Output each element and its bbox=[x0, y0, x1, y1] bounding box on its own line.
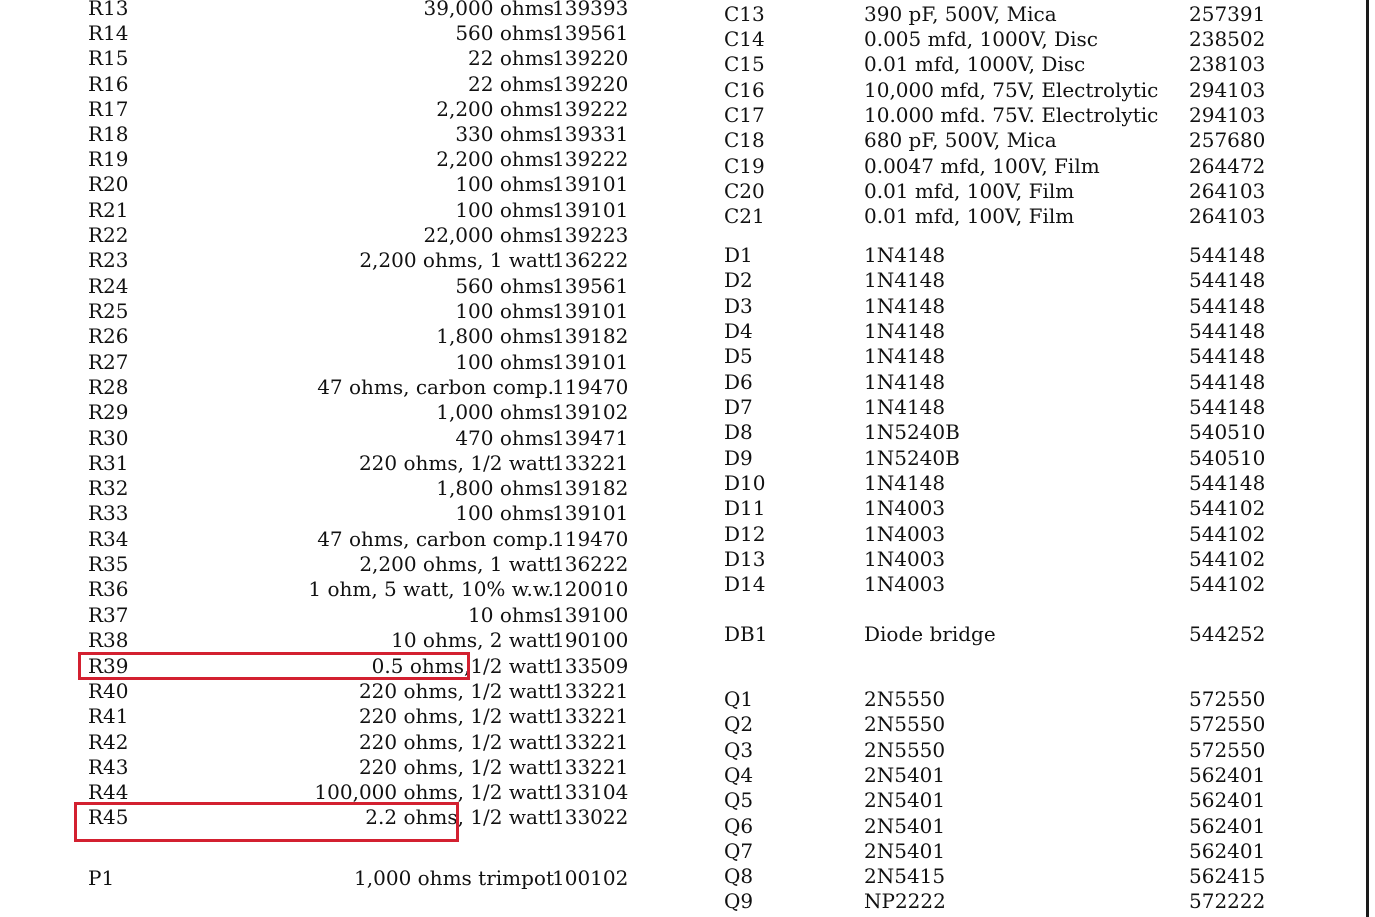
part-number: 562401 bbox=[1189, 814, 1266, 838]
part-number: 139220 bbox=[552, 46, 629, 70]
part-description: 220 ohms, 1/2 watt bbox=[358, 679, 554, 703]
part-number: 133509 bbox=[552, 654, 629, 678]
part-description: Diode bridge bbox=[864, 622, 996, 646]
part-number: 544148 bbox=[1189, 370, 1266, 394]
part-number: 562401 bbox=[1189, 763, 1266, 787]
part-number: 139222 bbox=[552, 97, 629, 121]
part-ref: R45 bbox=[88, 805, 129, 829]
part-ref: R36 bbox=[88, 577, 129, 601]
part-ref: R23 bbox=[88, 248, 129, 272]
part-ref: P1 bbox=[88, 866, 115, 890]
part-ref: C18 bbox=[724, 128, 765, 152]
part-ref: R19 bbox=[88, 147, 129, 171]
part-ref: R14 bbox=[88, 21, 129, 45]
part-ref: R39 bbox=[88, 654, 129, 678]
part-description: 1N4003 bbox=[864, 522, 946, 546]
part-number: 133221 bbox=[552, 755, 629, 779]
part-ref: R17 bbox=[88, 97, 129, 121]
part-number: 264472 bbox=[1189, 154, 1266, 178]
part-description: 47 ohms, carbon comp. bbox=[317, 375, 554, 399]
part-description: 1N4003 bbox=[864, 547, 946, 571]
part-description: 560 ohms bbox=[455, 274, 554, 298]
part-description: 1N4148 bbox=[864, 268, 946, 292]
part-number: 139223 bbox=[552, 223, 629, 247]
part-description: 0.01 mfd, 100V, Film bbox=[864, 179, 1075, 203]
part-ref: R24 bbox=[88, 274, 129, 298]
part-number: 139101 bbox=[552, 299, 629, 323]
part-ref: R20 bbox=[88, 172, 129, 196]
part-description: 390 pF, 500V, Mica bbox=[864, 2, 1057, 26]
part-ref: Q1 bbox=[724, 687, 754, 711]
part-description: 1,800 ohms bbox=[436, 324, 554, 348]
part-ref: R34 bbox=[88, 527, 129, 551]
part-ref: D11 bbox=[724, 496, 766, 520]
part-description: 22 ohms bbox=[468, 46, 554, 70]
part-number: 544252 bbox=[1189, 622, 1266, 646]
part-ref: C14 bbox=[724, 27, 765, 51]
part-description: 1N4003 bbox=[864, 572, 946, 596]
part-number: 257391 bbox=[1189, 2, 1266, 26]
part-description: 1N4148 bbox=[864, 471, 946, 495]
part-ref: R38 bbox=[88, 628, 129, 652]
part-description: 2N5550 bbox=[864, 712, 946, 736]
part-ref: R43 bbox=[88, 755, 129, 779]
part-number: 133104 bbox=[552, 780, 629, 804]
part-number: 139471 bbox=[552, 426, 629, 450]
part-ref: R35 bbox=[88, 552, 129, 576]
part-description: 10.000 mfd. 75V. Electrolytic bbox=[864, 103, 1159, 127]
part-number: 544148 bbox=[1189, 294, 1266, 318]
part-description: 1N5240B bbox=[864, 446, 960, 470]
part-ref: R22 bbox=[88, 223, 129, 247]
part-description: 2N5401 bbox=[864, 814, 946, 838]
part-number: 257680 bbox=[1189, 128, 1266, 152]
part-ref: R32 bbox=[88, 476, 129, 500]
part-number: 264103 bbox=[1189, 179, 1266, 203]
part-description: 2N5401 bbox=[864, 763, 946, 787]
part-description: 2,200 ohms bbox=[436, 147, 554, 171]
part-number: 572550 bbox=[1189, 687, 1266, 711]
part-description: 2N5401 bbox=[864, 839, 946, 863]
part-number: 139222 bbox=[552, 147, 629, 171]
part-number: 139101 bbox=[552, 501, 629, 525]
part-ref: Q8 bbox=[724, 864, 754, 888]
part-number: 540510 bbox=[1189, 446, 1266, 470]
part-description: 2N5401 bbox=[864, 788, 946, 812]
part-ref: D14 bbox=[724, 572, 766, 596]
part-number: 119470 bbox=[552, 375, 629, 399]
part-number: 544148 bbox=[1189, 243, 1266, 267]
part-description: 22,000 ohms bbox=[423, 223, 554, 247]
part-number: 139220 bbox=[552, 72, 629, 96]
part-number: 572550 bbox=[1189, 738, 1266, 762]
part-description: 220 ohms, 1/2 watt bbox=[358, 755, 554, 779]
part-number: 139101 bbox=[552, 198, 629, 222]
part-number: 133221 bbox=[552, 679, 629, 703]
part-description: 560 ohms bbox=[455, 21, 554, 45]
part-description: 10,000 mfd, 75V, Electrolytic bbox=[864, 78, 1159, 102]
part-ref: D5 bbox=[724, 344, 753, 368]
part-ref: R30 bbox=[88, 426, 129, 450]
part-ref: Q4 bbox=[724, 763, 754, 787]
part-description: 1N4148 bbox=[864, 243, 946, 267]
part-ref: C13 bbox=[724, 2, 765, 26]
part-number: 544148 bbox=[1189, 319, 1266, 343]
part-ref: R18 bbox=[88, 122, 129, 146]
part-ref: D6 bbox=[724, 370, 753, 394]
part-description: 1N4148 bbox=[864, 319, 946, 343]
part-ref: D12 bbox=[724, 522, 766, 546]
part-ref: C21 bbox=[724, 204, 765, 228]
part-description: 220 ohms, 1/2 watt bbox=[358, 704, 554, 728]
part-ref: C20 bbox=[724, 179, 765, 203]
part-number: 544102 bbox=[1189, 522, 1266, 546]
part-number: 544148 bbox=[1189, 395, 1266, 419]
part-description: NP2222 bbox=[864, 889, 946, 913]
part-ref: D1 bbox=[724, 243, 753, 267]
part-description: 0.01 mfd, 100V, Film bbox=[864, 204, 1075, 228]
part-description: 1N4148 bbox=[864, 344, 946, 368]
part-description: 0.005 mfd, 1000V, Disc bbox=[864, 27, 1098, 51]
part-number: 264103 bbox=[1189, 204, 1266, 228]
part-description: 1N4148 bbox=[864, 395, 946, 419]
part-description: 2,200 ohms bbox=[436, 97, 554, 121]
part-description: 330 ohms bbox=[455, 122, 554, 146]
part-description: 1N5240B bbox=[864, 420, 960, 444]
part-description: 10 ohms, 2 watt bbox=[391, 628, 554, 652]
part-description: 2.2 ohms, 1/2 watt bbox=[365, 805, 554, 829]
part-description: 1,800 ohms bbox=[436, 476, 554, 500]
part-description: 0.5 ohms,1/2 watt bbox=[371, 654, 554, 678]
part-description: 2N5550 bbox=[864, 687, 946, 711]
part-description: 100 ohms bbox=[455, 299, 554, 323]
part-ref: D10 bbox=[724, 471, 766, 495]
part-ref: R44 bbox=[88, 780, 129, 804]
part-ref: R33 bbox=[88, 501, 129, 525]
part-number: 139561 bbox=[552, 274, 629, 298]
part-number: 100102 bbox=[552, 866, 629, 890]
part-ref: Q3 bbox=[724, 738, 754, 762]
part-number: 119470 bbox=[552, 527, 629, 551]
part-number: 544148 bbox=[1189, 471, 1266, 495]
part-description: 2N5550 bbox=[864, 738, 946, 762]
part-number: 133221 bbox=[552, 730, 629, 754]
part-ref: D9 bbox=[724, 446, 753, 470]
part-number: 562415 bbox=[1189, 864, 1266, 888]
part-description: 100 ohms bbox=[455, 172, 554, 196]
part-number: 139182 bbox=[552, 324, 629, 348]
part-ref: R42 bbox=[88, 730, 129, 754]
part-ref: R27 bbox=[88, 350, 129, 374]
part-ref: C16 bbox=[724, 78, 765, 102]
part-number: 136222 bbox=[552, 248, 629, 272]
part-description: 1 ohm, 5 watt, 10% w.w. bbox=[308, 577, 554, 601]
part-description: 1N4148 bbox=[864, 370, 946, 394]
part-number: 133022 bbox=[552, 805, 629, 829]
part-number: 139561 bbox=[552, 21, 629, 45]
part-number: 139393 bbox=[552, 0, 629, 20]
part-number: 544148 bbox=[1189, 344, 1266, 368]
part-description: 220 ohms, 1/2 watt bbox=[358, 451, 554, 475]
part-description: 10 ohms bbox=[468, 603, 554, 627]
part-number: 133221 bbox=[552, 704, 629, 728]
part-ref: C17 bbox=[724, 103, 765, 127]
part-number: 572550 bbox=[1189, 712, 1266, 736]
part-number: 136222 bbox=[552, 552, 629, 576]
page-edge-divider bbox=[1366, 0, 1369, 917]
part-ref: Q5 bbox=[724, 788, 754, 812]
part-description: 1N4148 bbox=[864, 294, 946, 318]
part-description: 1N4003 bbox=[864, 496, 946, 520]
part-description: 470 ohms bbox=[455, 426, 554, 450]
part-ref: D2 bbox=[724, 268, 753, 292]
part-ref: R41 bbox=[88, 704, 129, 728]
part-ref: R15 bbox=[88, 46, 129, 70]
part-ref: DB1 bbox=[724, 622, 768, 646]
part-number: 544148 bbox=[1189, 268, 1266, 292]
part-number: 544102 bbox=[1189, 547, 1266, 571]
part-ref: Q6 bbox=[724, 814, 754, 838]
part-number: 544102 bbox=[1189, 496, 1266, 520]
part-ref: Q7 bbox=[724, 839, 754, 863]
part-number: 238103 bbox=[1189, 52, 1266, 76]
part-ref: R31 bbox=[88, 451, 129, 475]
part-number: 562401 bbox=[1189, 839, 1266, 863]
part-ref: R29 bbox=[88, 400, 129, 424]
part-number: 572222 bbox=[1189, 889, 1266, 913]
part-description: 680 pF, 500V, Mica bbox=[864, 128, 1057, 152]
part-ref: R37 bbox=[88, 603, 129, 627]
part-ref: D4 bbox=[724, 319, 753, 343]
part-number: 139101 bbox=[552, 172, 629, 196]
part-description: 22 ohms bbox=[468, 72, 554, 96]
part-number: 120010 bbox=[552, 577, 629, 601]
part-number: 294103 bbox=[1189, 103, 1266, 127]
part-description: 100 ohms bbox=[455, 198, 554, 222]
part-number: 540510 bbox=[1189, 420, 1266, 444]
part-ref: R40 bbox=[88, 679, 129, 703]
part-number: 133221 bbox=[552, 451, 629, 475]
part-ref: D7 bbox=[724, 395, 753, 419]
part-number: 294103 bbox=[1189, 78, 1266, 102]
part-description: 0.0047 mfd, 100V, Film bbox=[864, 154, 1100, 178]
part-ref: Q9 bbox=[724, 889, 754, 913]
part-ref: D3 bbox=[724, 294, 753, 318]
part-description: 2,200 ohms, 1 watt bbox=[359, 552, 554, 576]
highlight-box-r39 bbox=[78, 652, 470, 680]
part-ref: R21 bbox=[88, 198, 129, 222]
part-number: 562401 bbox=[1189, 788, 1266, 812]
part-description: 47 ohms, carbon comp. bbox=[317, 527, 554, 551]
part-number: 238502 bbox=[1189, 27, 1266, 51]
part-description: 100 ohms bbox=[455, 350, 554, 374]
part-number: 139100 bbox=[552, 603, 629, 627]
part-number: 139101 bbox=[552, 350, 629, 374]
part-description: 1,000 ohms trimpot bbox=[354, 866, 554, 890]
part-description: 1,000 ohms bbox=[436, 400, 554, 424]
part-ref: D8 bbox=[724, 420, 753, 444]
part-number: 544102 bbox=[1189, 572, 1266, 596]
part-ref: R26 bbox=[88, 324, 129, 348]
part-ref: C15 bbox=[724, 52, 765, 76]
part-ref: Q2 bbox=[724, 712, 754, 736]
part-number: 139331 bbox=[552, 122, 629, 146]
part-ref: R16 bbox=[88, 72, 129, 96]
part-description: 100,000 ohms, 1/2 watt bbox=[314, 780, 554, 804]
part-description: 100 ohms bbox=[455, 501, 554, 525]
part-ref: R13 bbox=[88, 0, 129, 20]
part-ref: C19 bbox=[724, 154, 765, 178]
part-description: 220 ohms, 1/2 watt bbox=[358, 730, 554, 754]
part-number: 139102 bbox=[552, 400, 629, 424]
part-description: 2N5415 bbox=[864, 864, 946, 888]
part-description: 0.01 mfd, 1000V, Disc bbox=[864, 52, 1086, 76]
part-description: 2,200 ohms, 1 watt bbox=[359, 248, 554, 272]
part-ref: D13 bbox=[724, 547, 766, 571]
part-number: 190100 bbox=[552, 628, 629, 652]
part-ref: R28 bbox=[88, 375, 129, 399]
highlight-box-r45 bbox=[74, 802, 459, 842]
part-ref: R25 bbox=[88, 299, 129, 323]
part-number: 139182 bbox=[552, 476, 629, 500]
part-description: 39,000 ohms bbox=[423, 0, 554, 20]
